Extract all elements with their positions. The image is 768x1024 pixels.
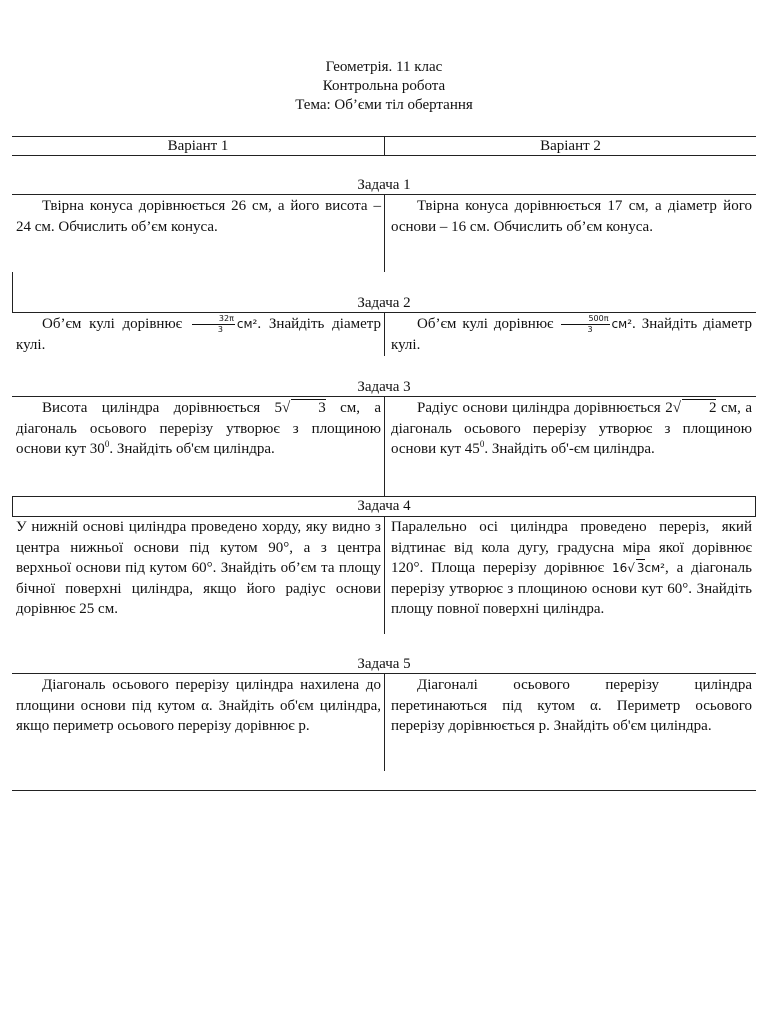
divider [12, 155, 756, 156]
task-3-variant-1-text: Висота циліндра дорівнюється 5√ 3 см, а діагональ осьового перерізу утворює з площиною основи кут $30^0$. Знайдіть об'єм циліндра. [16, 400, 382, 457]
column-divider [384, 312, 385, 356]
fraction: $\frac{500\pi}{3}$ [561, 314, 609, 335]
variant-1-header: Варіант 1 [167, 138, 229, 154]
document-title: Геометрія. 11 клас [325, 59, 443, 75]
task-5-variant-1-text: Діагональ осьового перерізу циліндра нахилена до площини основи під кутом α. Знайдіть об'єм циліндра, якщо периметр осьового перерізу дорівнює p. [16, 677, 381, 734]
task-3-title: Задача 3 [357, 379, 411, 395]
task-4-variant-1-text: У нижній основі циліндра проведено хорду, яку видно з центра нижньої основи під кутом 90°, а з центра верхньої основи під кутом 60°. Знайдіть об’єм та площу бічної поверхні циліндра, якщо його радіус основи дорівнює 25 см. [16, 519, 381, 617]
document-topic: Тема: Об’єми тіл обертання [295, 97, 473, 113]
fraction: $\frac{32\pi}{3}$ [192, 314, 235, 335]
column-divider [384, 194, 385, 272]
task-5-variant-2-text: Діагоналі осьового перерізу циліндра перетинаються під кутом α. Периметр осьового перерізу дорівнюється p. Знайдіть об'єм циліндра. [391, 677, 752, 734]
column-divider [384, 673, 385, 771]
task-3-variant-2-text: Радіус основи циліндра дорівнюється 2√ 2 см, а діагональ осьового перерізу утворює з площиною основи кут $45^0$. Знайдіть об'-єм циліндра. [391, 400, 753, 457]
task-1-variant-2-text: Твірна конуса дорівнюється 17 см, а діаметр його основи – 16 см. Обчислить об’єм конуса. [391, 198, 752, 235]
column-divider [384, 396, 385, 496]
task-2-variant-2-text: Об’єм кулі дорівнює $\frac{500\pi}{3}$ см². Знайдіть діаметр кулі. [391, 314, 752, 354]
task-2-variant-1-text: Об’єм кулі дорівнює $\frac{32\pi}{3}$ см². Знайдіть діаметр кулі. [16, 314, 381, 354]
task-4-title: Задача 4 [357, 498, 411, 514]
task-1-title: Задача 1 [357, 177, 411, 193]
column-divider [384, 516, 385, 634]
task-4-variant-2-text: Паралельно осі циліндра проведено переріз, який відтинає від кола дугу, градусна міра якої дорівнює 120°. Площа перерізу дорівнює 16√ 3см², а діагональ перерізу утворює з площиною основи кут 60°. Знайдіть площу повної поверхні циліндра. [391, 519, 753, 617]
task-5-title: Задача 5 [357, 656, 411, 672]
divider [12, 790, 756, 791]
variant-2-header: Варіант 2 [540, 138, 601, 154]
document-subtitle: Контрольна робота [322, 78, 446, 94]
document-header [0, 58, 768, 115]
task-1-variant-1-text: Твірна конуса дорівнюється 26 см, а його висота – 24 см. Обчислить об’єм конуса. [16, 198, 381, 235]
task-2-title: Задача 2 [357, 295, 411, 311]
